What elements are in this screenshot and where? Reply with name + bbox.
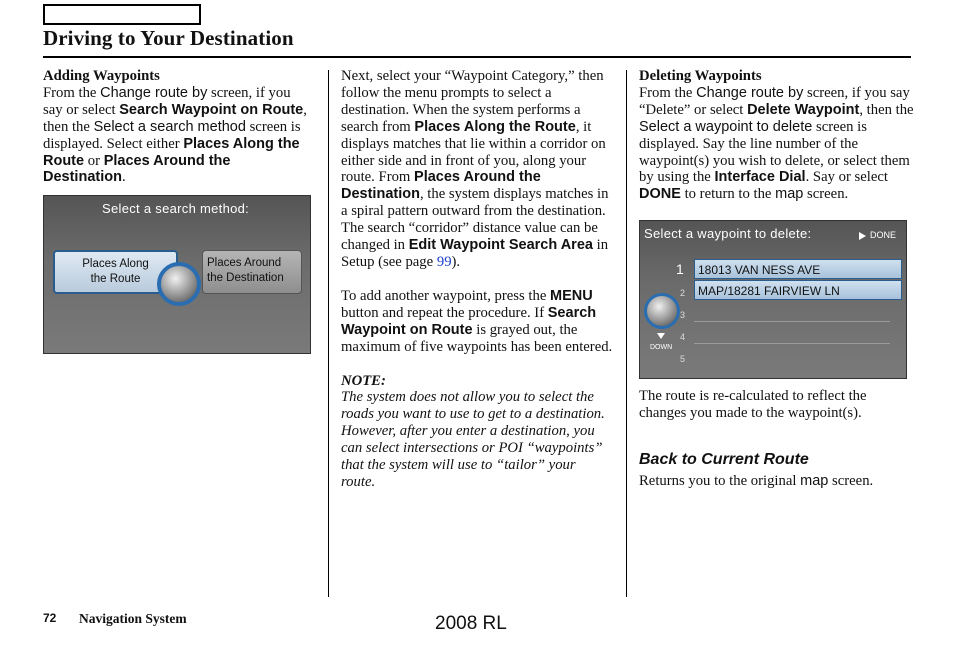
done-button[interactable] (859, 227, 896, 244)
text-span: , then the (859, 101, 914, 118)
waypoint-number: 4 (680, 332, 686, 343)
text-span: , the system displays matches in a spiral pattern outward from the destination. The search “corridor” distance value can be changed in (341, 186, 609, 254)
done-label: DONE (639, 186, 681, 203)
option-places-along-route: Places Along the Route (43, 135, 300, 169)
option-edit-waypoint-search-area: Edit Waypoint Search Area (408, 237, 593, 254)
button-label-line: Places Along (82, 258, 149, 271)
screen-name-change-route-by: Change route by (696, 84, 804, 101)
text-span: Next, select your “Waypoint Category,” then follow the menu prompts to select a destination. When the system performs a search from (341, 68, 604, 135)
search-details-paragraph (341, 68, 613, 271)
text-span: From the (639, 84, 697, 101)
waypoint-row-1[interactable]: 18013 VAN NESS AVE (694, 259, 902, 279)
title-divider (43, 56, 911, 58)
column-adding-waypoints (43, 68, 311, 354)
text-span: , then the (43, 101, 307, 135)
option-delete-waypoint: Delete Waypoint (747, 101, 860, 118)
deleting-waypoints-heading: Deleting Waypoints (639, 68, 762, 84)
down-scroll-button[interactable] (650, 333, 672, 357)
empty-waypoint-row (694, 343, 890, 344)
text-span: From the (43, 84, 101, 101)
footer-model: 2008 RL (435, 613, 507, 634)
text-span: button and repeat the procedure. If (341, 304, 548, 321)
note-heading: NOTE: (341, 372, 386, 389)
empty-waypoint-row (694, 321, 890, 322)
add-another-waypoint-paragraph (341, 288, 613, 356)
adding-waypoints-heading: Adding Waypoints (43, 68, 160, 84)
interface-dial-icon (644, 293, 680, 329)
text-span: screen. (803, 186, 849, 203)
text-span: or (84, 152, 104, 169)
text-span: screen. (828, 472, 874, 489)
text-span: . Say or select (805, 169, 888, 186)
text-span: screen is displayed. Say the line number of the waypoint(s) you wish to delete, or select them by using the (639, 118, 910, 186)
text-span: ). (451, 253, 461, 270)
waypoint-number: 2 (680, 288, 686, 299)
search-method-screenshot (43, 195, 311, 354)
interface-dial-icon (157, 262, 201, 306)
text-span: Returns you to the original (639, 472, 801, 489)
delete-waypoint-screenshot (639, 220, 907, 379)
screen-name-map: map (775, 186, 804, 203)
screen-name-map: map (800, 472, 829, 489)
interface-dial-label: Interface Dial (714, 169, 806, 186)
text-span: , it displays matches that lie within a corridor on either side and in front of you, along your route. From (341, 118, 606, 186)
footer-section-name: Navigation System (79, 611, 187, 626)
back-to-current-route-paragraph (639, 473, 914, 490)
down-arrow-icon (657, 333, 665, 339)
text-span: in Setup (see page (341, 237, 609, 270)
waypoint-number: 3 (680, 310, 686, 321)
screen-title: Select a search method: (102, 201, 250, 217)
text-span: screen, if you say “Delete” or select (639, 84, 910, 118)
option-places-along-route: Places Along the Route (414, 118, 576, 135)
text-span: . (121, 169, 126, 186)
adding-waypoints-paragraph (43, 85, 311, 186)
header-tab-box (43, 4, 201, 25)
waypoint-number: 5 (680, 354, 686, 365)
text-span: screen is displayed. Select either (43, 118, 301, 152)
column-divider (626, 70, 627, 597)
places-around-destination-button[interactable] (202, 250, 302, 294)
screen-title: Select a waypoint to delete: (644, 226, 812, 242)
text-span: To add another waypoint, press the (341, 287, 551, 304)
option-places-around-destination: Places Around the Destination (341, 169, 541, 203)
column-search-details (341, 68, 613, 491)
page-number: 72 (43, 611, 57, 625)
option-places-around-destination: Places Around the Destination (43, 152, 231, 186)
text-span: is grayed out, the maximum of five waypoints has been entered. (341, 321, 613, 355)
text-span: to return to the (680, 186, 776, 203)
screen-name-select-search-method: Select a search method (93, 118, 246, 135)
back-to-current-route-heading: Back to Current Route (639, 451, 809, 469)
screen-name-change-route-by: Change route by (100, 84, 208, 101)
button-label-line: the Route (90, 273, 141, 286)
screen-name-select-waypoint-to-delete: Select a waypoint to delete (639, 118, 813, 135)
page-99-link[interactable]: 99 (436, 253, 452, 270)
waypoint-row-2[interactable]: MAP/18281 FAIRVIEW LN (694, 280, 902, 300)
menu-button-label: MENU (550, 287, 593, 304)
deleting-waypoints-paragraph (639, 85, 914, 203)
play-arrow-icon (859, 232, 866, 240)
note-text: The system does not allow you to select the roads you want to use to get to a destination. However, after you enter a destination, you can select intersections or POI “waypoints” that the system will use to “tailor” your route. (341, 389, 605, 490)
text-span: screen, if you say or select (43, 84, 291, 118)
column-deleting-waypoints (639, 68, 914, 490)
recalculated-paragraph: The route is re-calculated to reflect the changes you made to the waypoint(s). (639, 388, 867, 422)
button-label-line: the Destination (207, 272, 284, 285)
page-title: Driving to Your Destination (43, 26, 294, 50)
done-button-label: DONE (869, 230, 896, 241)
waypoint-number: 1 (676, 261, 684, 278)
option-search-waypoint-on-route: Search Waypoint on Route (341, 304, 597, 338)
option-search-waypoint-on-route: Search Waypoint on Route (119, 101, 304, 118)
button-label-line: Places Around (207, 257, 282, 270)
column-divider (328, 70, 329, 597)
down-label: DOWN (650, 344, 673, 352)
